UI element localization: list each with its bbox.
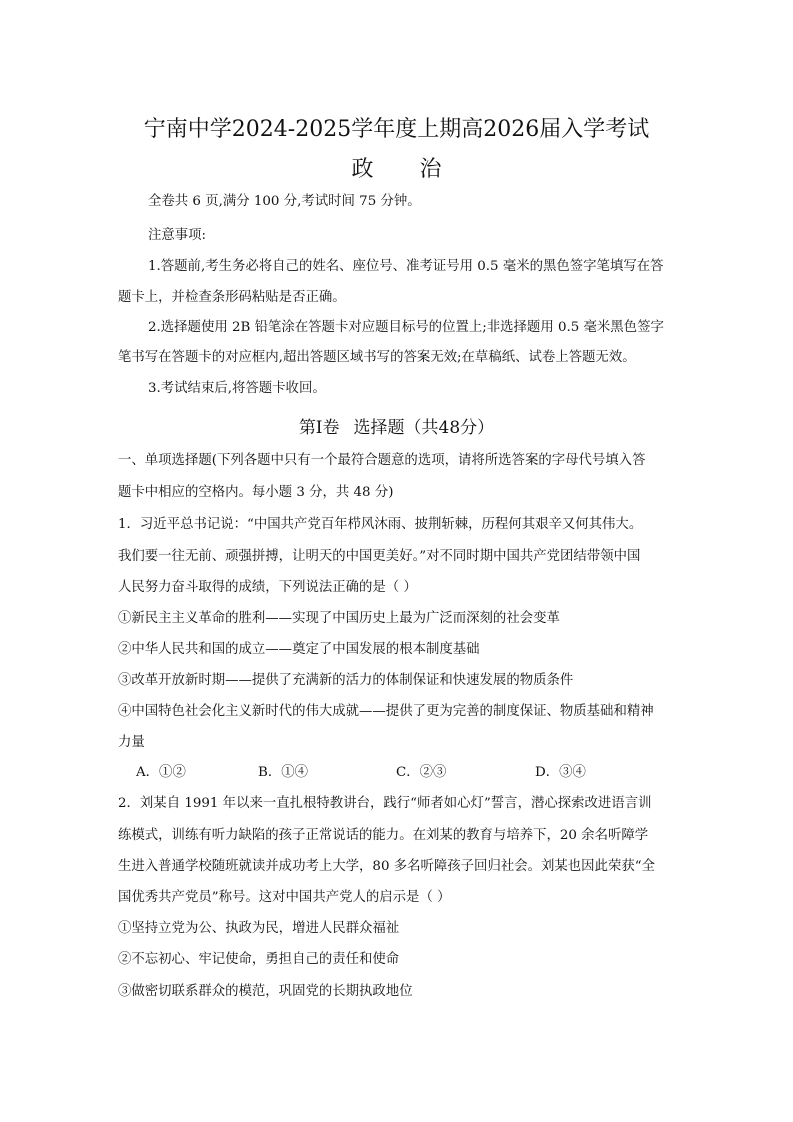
subject-char-1: 政 — [351, 157, 374, 182]
option-a: A．①② — [136, 765, 186, 780]
subject-char-2: 治 — [419, 157, 442, 182]
instructions-line-1: 一、单项选择题(下列各题中只有一个最符合题意的选项，请将所选答案的字母代号填入答 — [118, 453, 646, 468]
question-1-stem-line-3: 人民努力奋斗取得的成绩，下列说法正确的是（ ） — [118, 580, 417, 595]
section-part: 第Ⅰ卷 — [298, 418, 340, 438]
notice-item-3: 3.考试结束后,将答题卡收回。 — [148, 381, 326, 396]
notice-item-2-line-2: 笔书写在答题卡的对应框内,超出答题区域书写的答案无效;在草稿纸、试卷上答题无效。 — [118, 350, 636, 365]
option-b: B．①④ — [258, 765, 309, 780]
question-1-item-4-cont: 力量 — [118, 735, 145, 750]
notice-item-2-line-1: 2.选择题使用 2B 铅笔涂在答题卡对应题目标号的位置上;非选择题用 0.5 毫米黑色签字 — [148, 320, 664, 335]
question-2-item-1: ①坚持立党为公、执政为民，增进人民群众福祉 — [118, 921, 400, 936]
exam-info: 全卷共 6 页,满分 100 分,考试时间 75 分钟。 — [148, 194, 421, 209]
question-2-item-3: ③做密切联系群众的模范，巩固党的长期执政地位 — [118, 984, 413, 999]
option-d: D．③④ — [535, 765, 586, 780]
question-1-item-3: ③改革开放新时期——提供了充满新的活力的体制保证和快速发展的物质条件 — [118, 673, 574, 688]
question-1-item-1: ①新民主主义革命的胜利——实现了中国历史上最为广泛而深刻的社会变革 — [118, 611, 560, 626]
notice-item-1-line-2: 题卡上，并检查条形码粘贴是否正确。 — [118, 290, 346, 305]
question-1-item-2: ②中华人民共和国的成立——奠定了中国发展的根本制度基础 — [118, 642, 480, 657]
section-heading — [0, 413, 793, 438]
question-2-stem-line-4: 国优秀共产党员”称号。这对中国共产党人的启示是（ ） — [118, 890, 451, 905]
subject-title — [0, 152, 793, 183]
question-2-stem-line-3: 生进入普通学校随班就读并成功考上大学，80 多名听障孩子回归社会。刘某也因此荣获“全 — [118, 859, 655, 874]
question-1-stem-line-2: 我们要一往无前、顽强拼搏，让明天的中国更美好。”对不同时期中国共产党团结带领中国 — [118, 549, 641, 564]
section-name: 选择题（共48分） — [353, 418, 495, 438]
notice-item-1-line-1: 1.答题前,考生务必将自己的姓名、座位号、准考证号用 0.5 毫米的黑色签字笔填写在答 — [148, 259, 664, 274]
question-2-stem-line-2: 练模式，训练有听力缺陷的孩子正常说话的能力。在刘某的教育与培养下，20 余名听障学 — [118, 828, 649, 843]
option-c: C．②③ — [396, 765, 447, 780]
notice-heading: 注意事项: — [148, 228, 207, 243]
question-2-item-2: ②不忘初心、牢记使命，勇担自己的责任和使命 — [118, 952, 400, 967]
exam-title: 宁南中学2024-2025学年度上期高2026届入学考试 — [143, 117, 650, 142]
instructions-line-2: 题卡中相应的空格内。每小题 3 分，共 48 分) — [118, 485, 394, 500]
question-1-stem-line-1: 1．习近平总书记说：“中国共产党百年栉风沐雨、披荆斩棘，历程何其艰辛又何其伟大。 — [118, 517, 643, 532]
question-2-stem-line-1: 2．刘某自 1991 年以来一直扎根特教讲台，践行“师者如心灯”誓言，潜心探索改进语言训 — [118, 796, 652, 811]
question-1-item-4: ④中国特色社会化主义新时代的伟大成就——提供了更为完善的制度保证、物质基础和精神 — [118, 704, 654, 719]
